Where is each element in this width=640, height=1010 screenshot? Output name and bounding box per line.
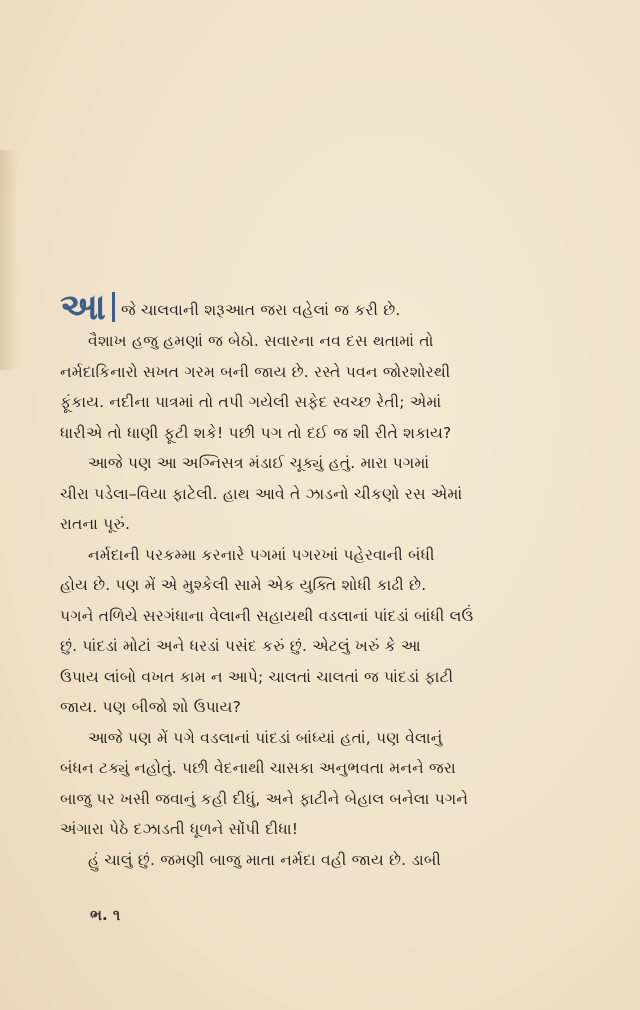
paragraph-1 <box>60 326 585 448</box>
paragraph-3 <box>60 540 585 723</box>
paragraph-4 <box>60 723 585 845</box>
text-line: હોય છે. પણ મેં એ મુશ્કેલી સામે એક યુક્તિ શોધી કાઢી છે. <box>60 576 427 594</box>
text-line: બાજુ પર ખસી જવાનું કહી દીધું, અને ફાટીને બેહાલ બનેલા પગને <box>60 789 469 808</box>
text-line: ચીરા પડેલા–વિયા ફાટેલી. હાથ આવે તે ઝાડનો ચીકણો રસ એમાં <box>60 484 463 503</box>
paragraph-5 <box>60 845 585 876</box>
page-stain <box>0 150 18 370</box>
text-line: ઉપાય લાંબો વખત કામ ન આપે; ચાલતાં ચાલતાં જ પાંદડાં ફાટી <box>60 667 454 686</box>
text-line: આજે પણ આ અગ્નિસત્ર મંડાઈ ચૂક્યું હતું. મારા પગમાં <box>88 454 430 472</box>
opening-line-text: જે ચાલવાની શરૂઆત જરા વહેલાં જ કરી છે. <box>121 301 401 319</box>
text-line: છું. પાંદડાં મોટાં અને ધરડાં પસંદ કરું છું. એટલું ખરું કે આ <box>60 637 421 655</box>
drop-cap-bar <box>112 292 115 322</box>
text-line: ધારીએ તો ધાણી ફૂટી શકે! પછી પગ તો દઈ જ શી રીતે શકાય? <box>60 423 452 442</box>
text-line: વૈશાખ હજુ હમણાં જ બેઠો. સવારના નવ દસ થતામાં તો <box>88 332 434 350</box>
page-signature: ભ. ૧ <box>90 906 121 924</box>
text-line: ફૂંકાય. નદીના પાત્રમાં તો તપી ગયેલી સફેદ સ્વચ્છ રેતી; એમાં <box>60 393 442 411</box>
text-line: અંગારા પેઠે દઝાડતી ધૂળને સોંપી દીધા! <box>60 820 299 838</box>
text-line: રાતના પૂરું. <box>60 515 131 533</box>
text-line: હું ચાલું છું. જમણી બાજુ માતા નર્મદા વહી જાય છે. ડાબી <box>88 850 442 869</box>
text-line: નર્મદાકિનારો સખત ગરમ બની જાય છે. રસ્તે પવન જોરશોરથી <box>60 362 451 381</box>
page-text <box>60 288 585 875</box>
opening-line <box>60 288 585 326</box>
text-line: પગને તળિયે સરગંધાના વેલાની સહાયથી વડલાનાં પાંદડાં બાંધી લઉં <box>60 606 474 625</box>
text-line: બંધન ટક્યું નહોતું. પછી વેદનાથી ચાસકા અનુભવતા મનને જરા <box>60 759 456 777</box>
text-line: આજે પણ મેં પગે વડલાનાં પાંદડાં બાંધ્યાં હતાં, પણ વેલાનું <box>88 728 443 747</box>
paragraph-2 <box>60 448 585 540</box>
text-line: નર્મદાની પરકમ્મા કરનારે પગમાં પગરખાં પહેરવાની બંધી <box>88 545 435 564</box>
text-line: જાય. પણ બીજો શો ઉપાય? <box>60 698 242 716</box>
drop-cap: આ <box>60 286 106 328</box>
